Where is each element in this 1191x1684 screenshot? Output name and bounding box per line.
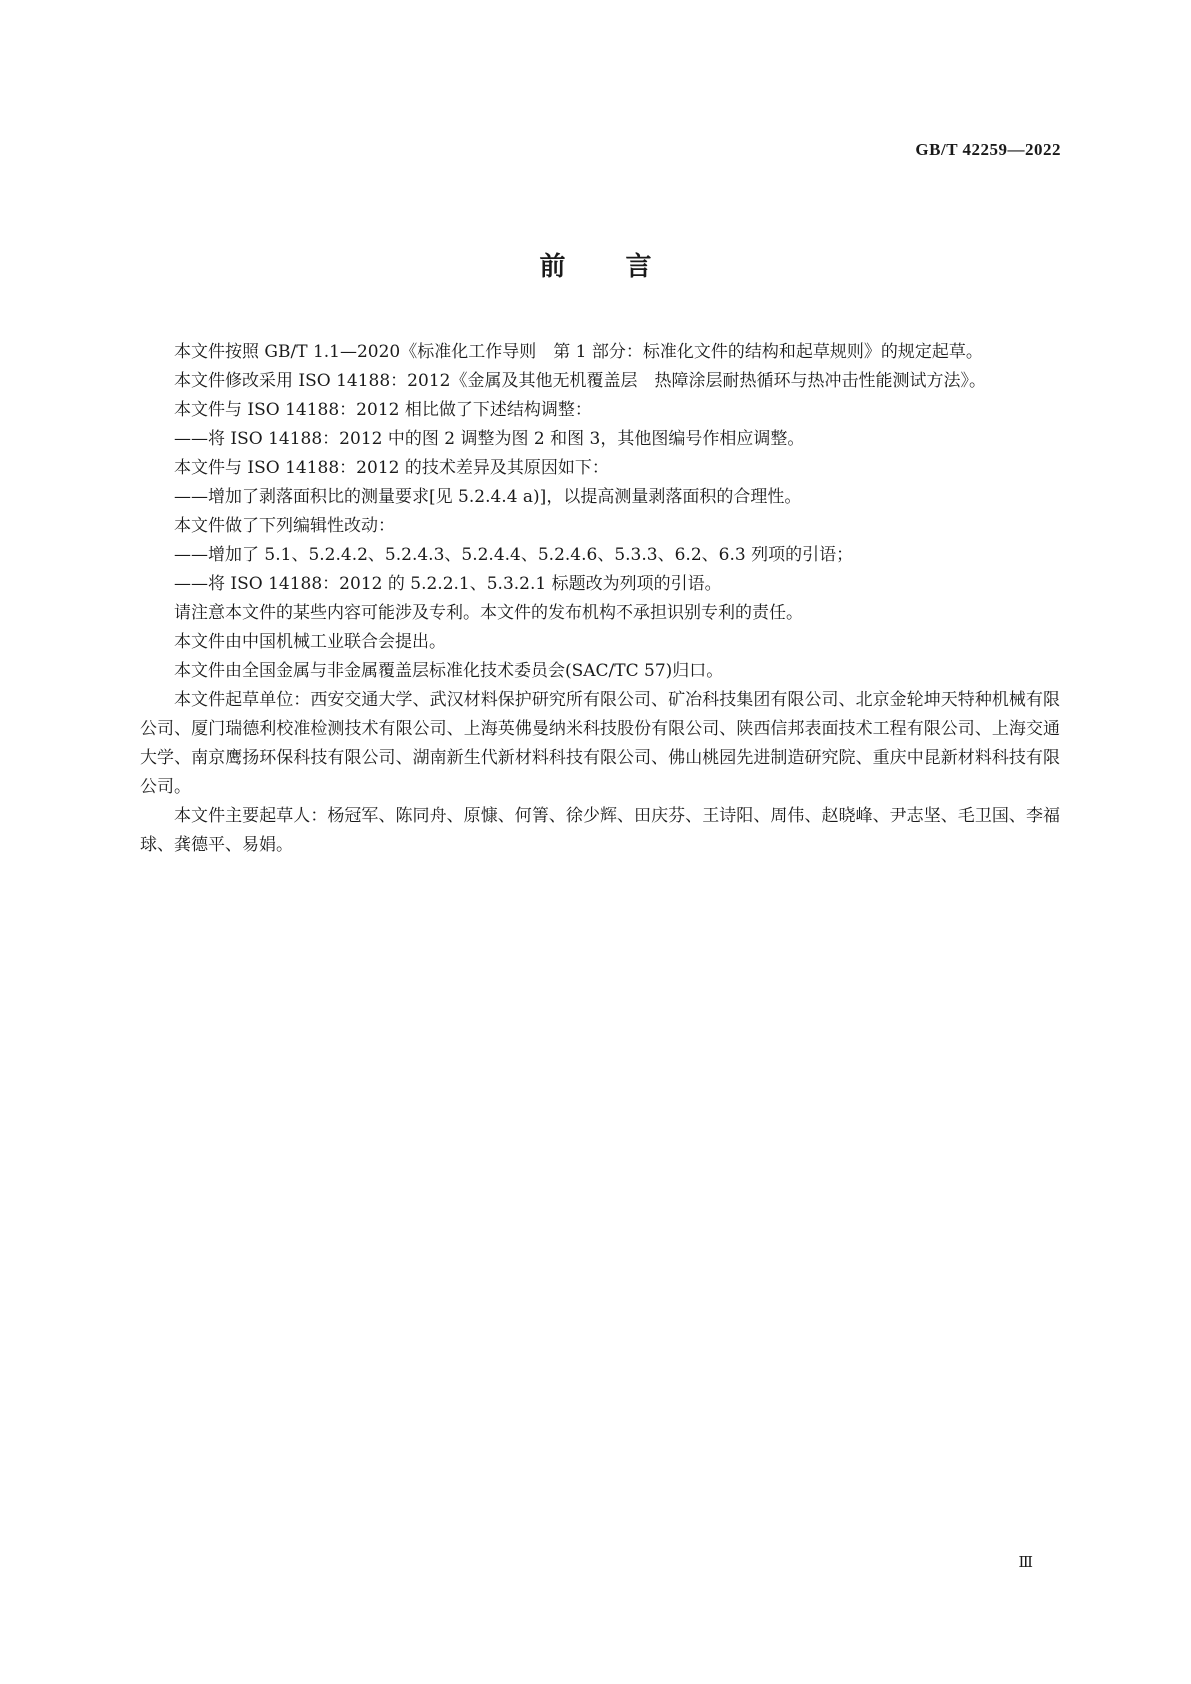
list-item: ——将 ISO 14188：2012 的 5.2.2.1、5.3.2.1 标题改为列项的引语。 (174, 574, 722, 594)
paragraph-technical-diff-intro: 本文件与 ISO 14188：2012 的技术差异及其原因如下： (174, 458, 609, 478)
paragraph-adoption: 本文件修改采用 ISO 14188：2012《金属及其他无机覆盖层 热障涂层耐热循环与热冲击性能测试方法》。 (174, 371, 986, 391)
paragraph-structure-intro: 本文件与 ISO 14188：2012 相比做了下述结构调整： (174, 400, 592, 420)
paragraph-drafters: 本文件主要起草人：杨冠军、陈同舟、原慷、何箐、徐少辉、田庆芬、王诗阳、周伟、赵晓峰、尹志坚、毛卫国、李福球、龚德平、易娟。 (140, 806, 1060, 855)
paragraph-drafting-units: 本文件起草单位：西安交通大学、武汉材料保护研究所有限公司、矿冶科技集团有限公司、北京金轮坤天特种机械有限公司、厦门瑞德利校准检测技术有限公司、上海英佛曼纳米科技股份有限公司、陕西信邦表面技术工程有限公司、上海交通大学、南京鹰扬环保科技有限公司、湖南新生代新材料科技有限公司、佛山桃园先进制造研究院、重庆中昆新材料科技有限公司。 (140, 690, 1060, 797)
document-code: GB/T 42259—2022 (915, 140, 1061, 159)
list-item: ——增加了 5.1、5.2.4.2、5.2.4.3、5.2.4.4、5.2.4.6、5.3.3、6.2、6.3 列项的引语； (174, 545, 854, 565)
paragraph-drafting-rule: 本文件按照 GB/T 1.1—2020《标准化工作导则 第 1 部分：标准化文件的结构和起草规则》的规定起草。 (174, 342, 983, 362)
page-number: Ⅲ (1018, 1555, 1033, 1571)
paragraph-editorial-intro: 本文件做了下列编辑性改动： (174, 516, 395, 536)
list-item: ——将 ISO 14188：2012 中的图 2 调整为图 2 和图 3，其他图编号作相应调整。 (174, 429, 805, 449)
foreword-body (140, 338, 1060, 860)
paragraph-proposer: 本文件由中国机械工业联合会提出。 (174, 632, 446, 652)
paragraph-patent-notice: 请注意本文件的某些内容可能涉及专利。本文件的发布机构不承担识别专利的责任。 (174, 603, 803, 623)
paragraph-committee: 本文件由全国金属与非金属覆盖层标准化技术委员会(SAC/TC 57)归口。 (174, 661, 724, 681)
page-title: 前言 (539, 252, 712, 282)
list-item: ——增加了剥落面积比的测量要求[见 5.2.4.4 a)]，以提高测量剥落面积的合理性。 (174, 487, 802, 507)
